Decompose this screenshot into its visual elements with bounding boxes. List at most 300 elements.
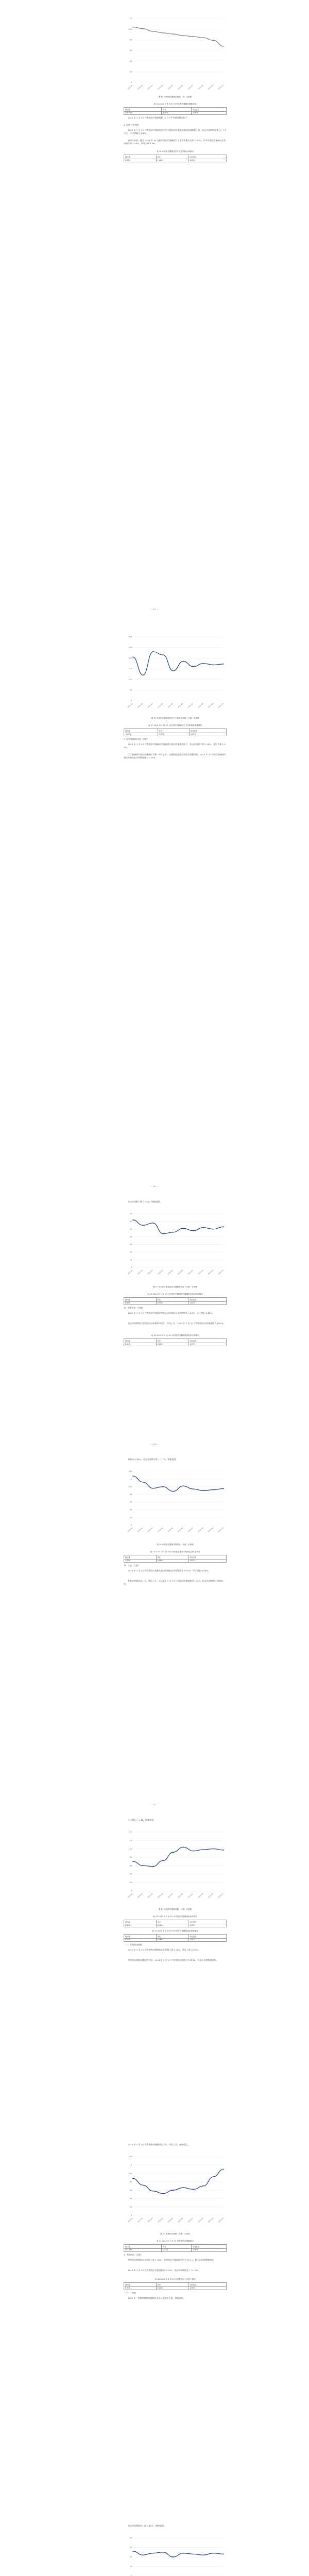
table-19 — [124, 1338, 227, 1346]
data-point — [183, 2187, 184, 2188]
y-tick-label: 10 — [129, 1259, 132, 1261]
y-tick-label: 80 — [129, 2181, 132, 2183]
table-cell: 0.40% — [124, 1343, 157, 1346]
paragraph: 指数为 0.40%，较去年同期下降了 1.7%，增速放缓。 — [128, 1458, 178, 1461]
data-point — [213, 2553, 214, 2554]
x-tick-label: 2023-01 — [127, 1892, 133, 1899]
table-cell: 1.10% — [156, 159, 188, 162]
table-cell: 3.00% — [162, 111, 192, 115]
table-row — [124, 2245, 227, 2249]
y-tick-label: 20 — [129, 71, 132, 73]
y-tick-label: 60 — [129, 2189, 132, 2192]
table-row — [124, 159, 227, 162]
data-point — [193, 1851, 194, 1852]
section-heading: 9. 医疗器械供应商（月度） — [124, 738, 149, 740]
data-point — [163, 2552, 164, 2553]
data-point — [193, 36, 194, 37]
x-tick-label: 2023-02 — [137, 2217, 144, 2223]
table-row — [124, 155, 227, 159]
data-point — [163, 32, 164, 33]
y-tick-label: 100 — [128, 2172, 132, 2175]
data-point — [213, 2176, 214, 2177]
table-cell: 1.05% — [188, 1924, 227, 1927]
page-number: — 19 — — [150, 608, 159, 611]
page-number: — 20 — — [150, 1185, 159, 1188]
data-point — [132, 1476, 133, 1477]
top-line-chart — [124, 15, 227, 93]
table-cell: 同比变化 — [188, 1555, 227, 1560]
x-tick-label: 2023-09 — [207, 1269, 214, 1275]
table-row — [124, 1924, 227, 1927]
x-tick-label: 2023-04 — [157, 1892, 164, 1899]
table-cell: 101.56% — [124, 2248, 162, 2252]
y-tick-label: 20 — [129, 1881, 132, 1884]
table-cell: 同比变化 — [188, 1920, 227, 1924]
x-tick-label: 2023-08 — [197, 702, 204, 708]
table-cell: 环比 — [156, 1935, 188, 1939]
table-cell: 0.46% — [156, 1924, 188, 1927]
table-cell: 指标值 — [124, 1339, 157, 1343]
y-tick-label: 0 — [130, 81, 132, 84]
data-point — [193, 1488, 194, 1489]
x-tick-label: 2023-02 — [137, 702, 144, 708]
paragraph: 零售药店指数较去年同期上涨 1.56%，零售药店月度指数平均为 101.3，较去年同期增速加快。 — [128, 2259, 216, 2261]
series-line — [133, 1847, 224, 1866]
y-tick-label: 20 — [129, 1251, 132, 1253]
x-tick-label: 2023-09 — [207, 1527, 214, 1533]
table-row — [124, 111, 227, 115]
table-row — [124, 1298, 227, 1302]
table-cell: 指标值 — [124, 108, 162, 112]
x-tick-label: 2023-05 — [167, 2217, 174, 2223]
chart-19-caption: 图 19 甲类医疗器械其他（月度）走势图 — [158, 1908, 192, 1910]
series-line — [133, 2169, 224, 2193]
y-tick-label: 60 — [129, 1865, 132, 1867]
chart-16-caption: 图 16 甲类医疗器械类医疗卫生机构出库量（月度）走势图 — [151, 717, 199, 719]
y-tick-label: 60 — [129, 1221, 132, 1223]
data-point — [203, 2185, 204, 2187]
data-point — [193, 2189, 194, 2190]
table-cell: 指标值 — [124, 2283, 157, 2287]
table-24 — [124, 2282, 227, 2290]
paragraph: 较去年同期相比零售药店出库量保持稳定，环比上升。2023 年 1 至 10 月零售药店出库量指数为 100.4。 — [128, 1322, 225, 1325]
y-tick-label: 60 — [129, 49, 132, 52]
x-tick-label: 2023-08 — [197, 1892, 204, 1899]
table-20 — [124, 1555, 227, 1563]
paragraph: 零售药店指数总体趋势平稳，2023 年 1 至 10 月零售药店指数为 101.56，较去年同期增速加快。 — [128, 1959, 218, 1961]
y-tick-label: 40 — [129, 1873, 132, 1875]
table-cell: 0.52% — [162, 2248, 192, 2252]
table-cell: 指标值 — [124, 1298, 157, 1302]
data-point — [152, 1488, 153, 1489]
x-tick-label: 2023-07 — [187, 1892, 194, 1899]
table-16 — [124, 155, 227, 162]
paragraph: 较同比来看，截至 2023 年 10 月底甲类医疗器械医疗卫生机构累计出库 1.57%，其中甲类医疗器械较去年同期下降 2.08%，环比下降 1.8%。 — [124, 139, 226, 145]
x-tick-label: 2023-02 — [137, 1269, 144, 1275]
table-row — [124, 1920, 227, 1924]
x-tick-label: 2023-02 — [137, 1527, 144, 1533]
x-tick-label: 2023-01 — [127, 1269, 133, 1275]
data-point — [152, 2191, 153, 2192]
table-cell: 环比 — [162, 2245, 192, 2249]
x-tick-label: 2023-04 — [157, 84, 164, 90]
table-cell: 环比 — [162, 108, 192, 112]
x-tick-label: 2023-01 — [127, 702, 133, 708]
chart-18-caption: 图 18 甲类医疗器械零售药店（月度）走势图 — [157, 1544, 194, 1546]
series-line — [133, 2551, 224, 2557]
data-point — [203, 1227, 204, 1228]
paragraph: 2023 年 1 至 10 月零售药店指数同比上升，环比上升，保持稳定。 — [128, 2143, 190, 2146]
y-tick-label: 80 — [129, 1856, 132, 1859]
x-tick-label: 2023-03 — [147, 2217, 153, 2223]
x-tick-label: 2023-06 — [177, 1527, 184, 1533]
paragraph: 其他出库量同比上升，环比上升。2023 年 1 至 10 月其他出库量指数为 100.6，较去年同期相比增速加快。 — [124, 1580, 223, 1586]
data-point — [183, 1846, 184, 1848]
x-tick-label: 2023-09 — [207, 1892, 214, 1899]
data-point — [173, 2190, 174, 2191]
table-cell: 100.00% — [124, 111, 162, 115]
table-cell: 2.08% — [188, 159, 227, 162]
data-point — [223, 2169, 224, 2170]
x-tick-label: 2023-03 — [147, 1527, 153, 1533]
x-tick-label: 2023-08 — [197, 1269, 204, 1275]
x-tick-label: 2023-08 — [197, 2217, 204, 2223]
table-17-title: 表 17 2023 年 1 至 10 月甲类医疗器械医疗卫生机构出库量情况 — [148, 724, 202, 726]
y-tick-label: 60 — [129, 1501, 132, 1503]
x-tick-label: 2023-07 — [187, 702, 194, 708]
page-number: — 22 — — [150, 1803, 159, 1806]
table-23-title: 表 23 2023 年 1 至 10 月零售药店指数情况 — [157, 2240, 194, 2242]
x-tick-label: 2023-01 — [127, 84, 133, 90]
data-point — [203, 1849, 204, 1850]
data-point — [173, 33, 174, 35]
data-point — [163, 1486, 164, 1487]
table-22-title: 表 22 2023 年 1 至 10 月甲类医疗器械其他出库量情况 — [152, 1930, 198, 1932]
x-tick-label: 2023-01 — [127, 1527, 133, 1533]
table-22 — [124, 1934, 227, 1942]
table-21 — [124, 1920, 227, 1927]
table-21-title: 表 21 2023 年 1 至 10 月甲类医疗器械其他出库情况 — [152, 1916, 198, 1918]
y-tick-label: 0 — [130, 1266, 132, 1269]
table-24-title: 表 24 2023 年 1 至 10 月零售药店（月度）情况 — [154, 2278, 196, 2280]
y-tick-label: 40 — [129, 2537, 132, 2539]
data-point — [143, 1865, 144, 1866]
section-heading: （二）零售药店指数 — [124, 1943, 142, 1946]
table-15 — [124, 107, 227, 115]
x-tick-label: 2023-04 — [157, 1269, 164, 1275]
y-tick-label: 0 — [130, 1890, 132, 1892]
table-row — [124, 729, 227, 733]
x-tick-label: 2023-09 — [207, 2217, 214, 2223]
table-row — [124, 1343, 227, 1346]
x-tick-label: 2023-03 — [147, 702, 153, 708]
y-tick-label: 0 — [130, 2214, 132, 2217]
top-chart-caption: 图 15 甲类医疗器械类指数（月）走势图 — [158, 96, 192, 98]
paragraph: 2023 年 1 至 10 月零售药店月度指数为 0.52%，较去年同期增长了 0.12%。 — [128, 2269, 200, 2272]
table-row — [124, 2248, 227, 2252]
table-18 — [124, 1297, 227, 1305]
table-cell: 环比 — [156, 2283, 188, 2287]
x-tick-label: 2023-10 — [217, 702, 224, 708]
x-tick-label: 2023-06 — [177, 2217, 184, 2223]
paragraph: 2023 年 1 至 10 月零售药店指数较去年同期上涨 1.56%，环比上涨 0.52%。 — [128, 1948, 200, 1951]
x-tick-label: 2023-06 — [177, 1269, 184, 1275]
table-cell: 指标值 — [124, 1555, 157, 1560]
data-point — [203, 663, 204, 664]
table-cell: 同比变化 — [192, 108, 227, 112]
chart-17 — [124, 1211, 227, 1278]
section-heading: 1. 零售药店（月度） — [124, 2253, 143, 2256]
data-point — [223, 2554, 224, 2555]
data-point — [143, 675, 144, 676]
data-point — [132, 656, 133, 657]
series-line — [133, 27, 224, 46]
x-tick-label: 2023-02 — [137, 84, 144, 90]
x-tick-label: 2023-04 — [157, 702, 164, 708]
paragraph: 较去年同期下降了 0.54，增速放缓。 — [128, 1200, 162, 1203]
data-point — [163, 1233, 164, 1234]
table-cell: 0.52% — [124, 2286, 157, 2290]
y-tick-label: 20 — [129, 2206, 132, 2208]
table-cell: 环比 — [158, 729, 189, 733]
data-point — [143, 1225, 144, 1226]
x-tick-label: 2023-03 — [147, 1269, 153, 1275]
y-tick-label: 140 — [128, 1831, 132, 1834]
data-point — [152, 1866, 153, 1867]
table-cell: 指标值 — [124, 729, 158, 733]
paragraph: 2023 年 1 至 10 月甲类医疗器械类医疗卫生机构出库量情况相较前期略有下降，较去年同期增加 1.07 个百分点，环比增幅为 1.1%。 — [124, 129, 227, 135]
table-cell: 同比变化 — [188, 1339, 227, 1343]
x-tick-label: 2023-03 — [147, 1892, 153, 1899]
chart-17-caption: 图 17 甲类医疗器械类医疗器械供应商（月度）走势图 — [153, 1286, 197, 1288]
y-tick-label: 150 — [128, 668, 132, 670]
chart-16 — [124, 634, 227, 711]
table-19-title: 表 19 2023 年 1 至 10 月甲类医疗器械零售药店出库情况 — [151, 1334, 199, 1336]
data-point — [183, 2553, 184, 2554]
y-tick-label: 120 — [128, 2164, 132, 2166]
x-tick-label: 2023-03 — [147, 84, 153, 90]
paragraph: 环比增长了 0.46，增速加快。 — [128, 1819, 156, 1821]
table-cell: 1.07% — [124, 159, 157, 162]
table-row — [124, 108, 227, 112]
data-point — [223, 1226, 224, 1227]
data-point — [152, 2553, 153, 2554]
data-point — [223, 46, 224, 47]
paragraph: 2023 年 1 至 10 月甲类医疗器械零售药店出库量较去年同期增长 0.40%，环比增长 0.12%。 — [128, 1312, 215, 1314]
chart-20 — [124, 2154, 227, 2226]
y-tick-label: 0 — [130, 700, 132, 702]
table-cell: 指标值 — [124, 155, 157, 159]
table-cell: 环比 — [156, 1298, 188, 1302]
y-tick-label: 30 — [129, 1243, 132, 1246]
data-point — [173, 2556, 174, 2557]
x-tick-label: 2023-09 — [207, 84, 214, 90]
x-tick-label: 2023-05 — [167, 702, 174, 708]
paragraph: 2023 年 1 至 10 月甲类医疗器械医疗器械供应商出库量情况如下，较去年同期下降 1.36%，环比下降 1.02%。 — [124, 743, 226, 749]
table-row — [124, 1555, 227, 1560]
data-point — [132, 27, 133, 28]
data-point — [143, 1482, 144, 1483]
data-point — [173, 1232, 174, 1233]
data-point — [213, 40, 214, 41]
series-line — [133, 1476, 224, 1492]
chart-18 — [124, 1468, 227, 1535]
table-row — [124, 733, 227, 736]
table-row — [124, 1938, 227, 1942]
y-tick-label: 80 — [129, 39, 132, 41]
x-tick-label: 2023-08 — [197, 84, 204, 90]
y-tick-label: 40 — [129, 1509, 132, 1511]
table-cell: 2.27% — [158, 733, 189, 736]
table-18-title: 表 18 2023 年 1 至 10 月甲类医疗器械医疗器械供应商出库量情况 — [147, 1293, 203, 1295]
y-tick-label: 140 — [128, 2156, 132, 2158]
data-point — [152, 651, 153, 652]
page-number: — 21 — — [150, 1443, 159, 1445]
data-point — [183, 1228, 184, 1229]
table-cell: 同比变化 — [188, 1935, 227, 1939]
data-point — [223, 664, 224, 665]
x-tick-label: 2023-09 — [207, 702, 214, 708]
data-point — [203, 37, 204, 38]
data-point — [223, 1488, 224, 1489]
section-heading: （三）一季度 — [124, 2292, 136, 2294]
data-point — [193, 2554, 194, 2555]
y-tick-label: 0 — [130, 1524, 132, 1527]
table-cell: 1.02% — [188, 1301, 227, 1305]
data-point — [213, 1849, 214, 1850]
x-tick-label: 2023-04 — [157, 2217, 164, 2223]
x-tick-label: 2023-05 — [167, 1527, 174, 1533]
table-row — [124, 1935, 227, 1939]
y-tick-label: 40 — [129, 1235, 132, 1238]
data-point — [152, 1223, 153, 1224]
y-tick-label: 50 — [129, 1228, 132, 1230]
x-tick-label: 2023-10 — [217, 2217, 224, 2223]
x-tick-label: 2023-10 — [217, 84, 224, 90]
x-tick-label: 2023-04 — [157, 1527, 164, 1533]
y-tick-label: 120 — [128, 18, 132, 20]
table-cell: 1.09% — [190, 733, 227, 736]
chart-21 — [124, 2535, 227, 2576]
section-heading: 10. 零售药店（月度） — [124, 1307, 144, 1309]
y-tick-label: 100 — [128, 1485, 132, 1488]
table-cell: 指标值 — [124, 2245, 162, 2249]
table-cell: 环比 — [156, 1339, 188, 1343]
x-tick-label: 2023-07 — [187, 1269, 194, 1275]
y-tick-label: 120 — [128, 1839, 132, 1842]
table-cell: 同比变化 — [192, 2245, 227, 2249]
x-tick-label: 2023-02 — [137, 1892, 144, 1899]
table-cell: 环比 — [156, 155, 188, 159]
y-tick-label: 50 — [129, 689, 132, 691]
table-row — [124, 1339, 227, 1343]
data-point — [152, 31, 153, 32]
data-point — [143, 2554, 144, 2555]
data-point — [193, 666, 194, 667]
table-cell: 0.12% — [156, 1343, 188, 1346]
data-point — [213, 1489, 214, 1490]
paragraph: 2023 年一季度零售药店指数较去年同期相比上涨，增速加快。 — [128, 2297, 185, 2299]
table-cell: 同比变化 — [188, 1298, 227, 1302]
y-tick-label: 70 — [129, 1213, 132, 1215]
table-20-title: 表 20 2023 年 1 至 10 月甲类医疗器械零售药店出库量情况 — [150, 1551, 200, 1553]
series-line — [133, 652, 224, 675]
table-cell: 1.05% — [188, 1938, 227, 1942]
chart-19 — [124, 1829, 227, 1901]
table-row — [124, 2283, 227, 2287]
table-cell: 0.54% — [156, 1301, 188, 1305]
y-tick-label: 100 — [128, 678, 132, 681]
data-point — [163, 2193, 164, 2194]
chart-20-caption: 图 20 零售药店指数（月度）走势图 — [160, 2233, 190, 2235]
table-cell: 环比 — [156, 1555, 188, 1560]
paragraph: 2023 年 1 至 10 月甲类医疗器械其他出库量较去年同期增长 0.62%，环比增长 0.46%。 — [128, 1569, 211, 1572]
table-23 — [124, 2244, 227, 2252]
data-point — [203, 1490, 204, 1491]
x-tick-label: 2023-06 — [177, 1892, 184, 1899]
x-tick-label: 2023-10 — [217, 1269, 224, 1275]
section-heading: 8. 医疗卫生机构 — [124, 124, 139, 126]
x-tick-label: 2023-10 — [217, 1527, 224, 1533]
series-line — [133, 1220, 224, 1234]
table-17 — [124, 728, 227, 736]
y-tick-label: 20 — [129, 2556, 132, 2558]
table-cell: -1.62% — [124, 733, 158, 736]
y-tick-label: 100 — [128, 28, 132, 30]
section-heading: 11. 其他（月度） — [124, 1564, 140, 1567]
x-tick-label: 2023-05 — [167, 1269, 174, 1275]
table-cell: 同比变化 — [190, 729, 227, 733]
table-row — [124, 2286, 227, 2290]
y-tick-label: 300 — [128, 636, 132, 638]
table-cell: 环比 — [156, 1920, 188, 1924]
x-tick-label: 2023-08 — [197, 1527, 204, 1533]
data-point — [193, 1230, 194, 1231]
y-tick-label: 30 — [129, 2546, 132, 2549]
data-point — [143, 2184, 144, 2185]
y-tick-label: 140 — [128, 1470, 132, 1473]
table-row — [124, 1559, 227, 1563]
data-point — [132, 2551, 133, 2552]
x-tick-label: 2023-06 — [177, 84, 184, 90]
data-point — [183, 661, 184, 662]
table-cell: 6.65% — [124, 1301, 157, 1305]
data-point — [143, 28, 144, 29]
x-tick-label: 2023-05 — [167, 1892, 174, 1899]
y-tick-label: 20 — [129, 1516, 132, 1519]
data-point — [173, 670, 174, 671]
table-cell: 1.07% — [188, 1559, 227, 1563]
y-tick-label: 40 — [129, 60, 132, 62]
x-tick-label: 2023-10 — [217, 1892, 224, 1899]
data-point — [213, 665, 214, 666]
data-point — [183, 1485, 184, 1486]
data-point — [183, 35, 184, 36]
paragraph: 较去年同期相比上涨 0.40%，增速放缓。 — [128, 2524, 166, 2527]
table-cell: 1.56% — [192, 2248, 227, 2252]
x-tick-label: 2023-07 — [187, 1527, 194, 1533]
table-cell: 1.07% — [188, 1343, 227, 1346]
data-point — [163, 1860, 164, 1861]
table-cell: 同比变化 — [188, 2283, 227, 2287]
x-tick-label: 2023-05 — [167, 84, 174, 90]
y-tick-label: 10 — [129, 2565, 132, 2568]
data-point — [173, 1852, 174, 1853]
data-point — [132, 1861, 133, 1862]
data-point — [173, 1491, 174, 1492]
x-tick-label: 2023-01 — [127, 2217, 133, 2223]
table-cell: 1.70% — [124, 1559, 157, 1563]
